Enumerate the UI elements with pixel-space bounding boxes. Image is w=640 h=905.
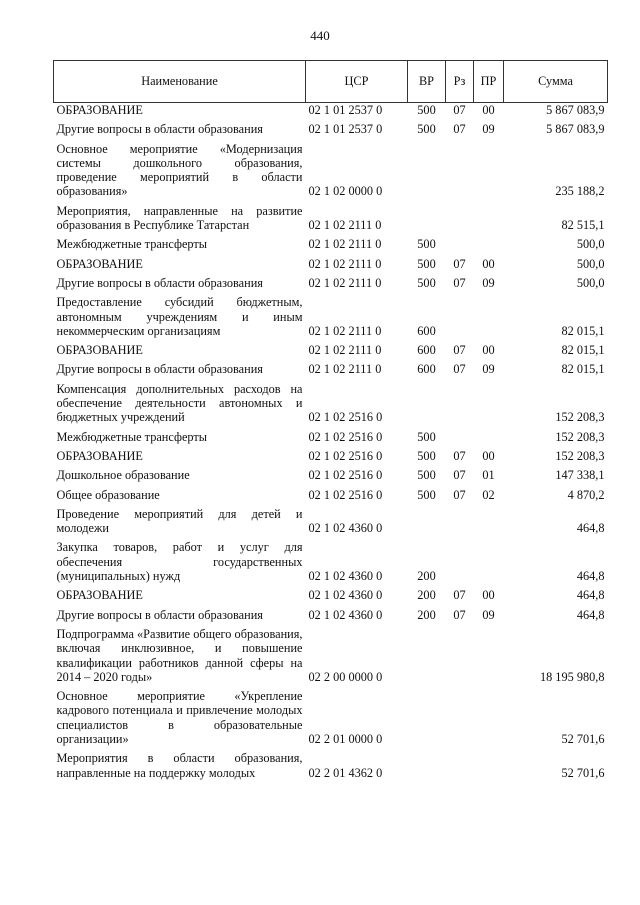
cell-csr: 02 1 02 2111 0	[308, 237, 382, 252]
table-row	[54, 486, 608, 505]
cell-vr: 200	[417, 588, 436, 603]
cell-sum: 5 867 083,9	[546, 122, 605, 137]
cell-name: Предоставление субсидий бюджетным, автономным учреждениям и иным некоммерческим организациям	[56, 295, 303, 338]
cell-rz	[446, 687, 474, 749]
table-row	[54, 255, 608, 274]
table-row	[54, 428, 608, 447]
cell-name: Мероприятия, направленные на развитие образования в Республике Татарстан	[56, 203, 303, 233]
cell-pr	[474, 235, 504, 254]
cell-pr: 00	[482, 588, 495, 603]
cell-sum: 82 515,1	[561, 218, 605, 233]
cell-rz: 07	[453, 588, 466, 603]
cell-name: Подпрограмма «Развитие общего образования, включая инклюзивное, и повышение квалификации работников данной сферы на 2014 – 2020 годы»	[56, 626, 303, 684]
cell-sum: 152 208,3	[555, 410, 605, 425]
cell-csr: 02 1 02 2111 0	[308, 362, 382, 377]
cell-rz	[446, 140, 474, 202]
cell-rz: 07	[453, 122, 466, 137]
table-row	[54, 586, 608, 605]
cell-vr	[408, 140, 446, 202]
cell-vr	[408, 380, 446, 428]
cell-sum: 464,8	[576, 588, 605, 603]
table-row	[54, 360, 608, 379]
table-row	[54, 687, 608, 749]
table-row	[54, 466, 608, 485]
cell-csr: 02 1 02 4360 0	[308, 588, 383, 603]
cell-sum: 18 195 980,8	[539, 669, 605, 684]
cell-vr: 600	[417, 362, 436, 377]
cell-name: Межбюджетные трансферты	[56, 237, 208, 252]
cell-vr: 500	[417, 237, 436, 252]
cell-name: Другие вопросы в области образования	[56, 607, 263, 622]
cell-name: ОБРАЗОВАНИЕ	[56, 588, 143, 603]
cell-vr	[408, 202, 446, 236]
table-row	[54, 202, 608, 236]
header-vr: ВР	[408, 61, 446, 103]
cell-rz: 07	[453, 468, 466, 483]
cell-csr: 02 1 02 2111 0	[308, 256, 382, 271]
table-row	[54, 380, 608, 428]
cell-name: Проведение мероприятий для детей и молодежи	[56, 506, 303, 536]
table-row	[54, 341, 608, 360]
table-row	[54, 447, 608, 466]
table-row	[54, 235, 608, 254]
cell-pr: 00	[482, 343, 495, 358]
table-row	[54, 606, 608, 625]
cell-sum: 464,8	[576, 569, 605, 584]
cell-csr: 02 1 02 2111 0	[308, 275, 382, 290]
cell-vr: 600	[417, 323, 436, 338]
cell-sum: 82 015,1	[561, 323, 605, 338]
cell-csr: 02 1 02 4360 0	[308, 521, 383, 536]
cell-csr: 02 1 02 2516 0	[308, 410, 383, 425]
cell-pr: 01	[482, 468, 495, 483]
cell-pr	[474, 202, 504, 236]
table-row	[54, 538, 608, 586]
cell-rz	[446, 235, 474, 254]
cell-vr: 500	[417, 487, 436, 502]
cell-csr: 02 1 01 2537 0	[308, 103, 383, 117]
header-rz: Рз	[446, 61, 474, 103]
cell-vr	[408, 749, 446, 783]
table-row	[54, 625, 608, 687]
header-name: Наименование	[54, 61, 306, 103]
cell-name: Мероприятия в области образования, направленные на поддержку молодых	[56, 751, 303, 780]
cell-name: Другие вопросы в области образования	[56, 362, 263, 377]
cell-name: Основное мероприятие «Модернизация системы дошкольного образования, проведение мероприятий в области образования»	[56, 141, 303, 199]
cell-name: ОБРАЗОВАНИЕ	[56, 256, 143, 271]
cell-sum: 500,0	[576, 237, 605, 252]
cell-sum: 4 870,2	[567, 487, 605, 502]
cell-pr	[474, 687, 504, 749]
cell-csr: 02 1 02 2516 0	[308, 448, 383, 463]
cell-vr: 600	[417, 343, 436, 358]
cell-vr: 500	[417, 275, 436, 290]
cell-rz: 07	[453, 607, 466, 622]
table-row	[54, 120, 608, 139]
cell-sum: 235 188,2	[555, 184, 605, 199]
cell-name: ОБРАЗОВАНИЕ	[56, 103, 143, 117]
cell-csr: 02 1 02 2111 0	[308, 323, 382, 338]
cell-rz: 07	[453, 103, 466, 117]
cell-csr: 02 1 02 4360 0	[308, 569, 383, 584]
cell-sum: 82 015,1	[561, 362, 605, 377]
cell-sum: 52 701,6	[561, 765, 605, 780]
cell-name: Компенсация дополнительных расходов на обеспечение деятельности автономных и бюджетных учреждений	[56, 381, 303, 425]
cell-name: ОБРАЗОВАНИЕ	[56, 448, 143, 463]
table-row	[54, 103, 608, 121]
cell-sum: 152 208,3	[555, 429, 605, 444]
cell-vr: 200	[417, 569, 436, 584]
cell-rz	[446, 625, 474, 687]
cell-rz	[446, 380, 474, 428]
cell-vr	[408, 625, 446, 687]
table-header-row	[54, 61, 608, 103]
budget-table	[53, 60, 608, 783]
cell-name: Основное мероприятие «Укрепление кадрового потенциала и привлечение молодых специалистов в образовательные организации»	[56, 689, 303, 746]
cell-csr: 02 1 02 4360 0	[308, 607, 383, 622]
header-csr: ЦСР	[306, 61, 408, 103]
cell-sum: 82 015,1	[561, 343, 605, 358]
cell-sum: 500,0	[576, 275, 605, 290]
cell-sum: 5 867 083,9	[546, 103, 605, 117]
cell-vr: 500	[417, 103, 436, 117]
cell-csr: 02 2 00 0000 0	[308, 669, 383, 684]
cell-rz	[446, 538, 474, 586]
cell-rz	[446, 749, 474, 783]
cell-vr: 500	[417, 448, 436, 463]
table-row	[54, 140, 608, 202]
cell-pr	[474, 293, 504, 341]
cell-rz	[446, 505, 474, 539]
cell-vr: 200	[417, 607, 436, 622]
cell-csr: 02 1 02 2516 0	[308, 468, 383, 483]
cell-pr: 00	[482, 103, 495, 117]
table-row	[54, 749, 608, 783]
cell-rz	[446, 202, 474, 236]
table-row	[54, 505, 608, 539]
cell-pr	[474, 625, 504, 687]
cell-name: Дошкольное образование	[56, 468, 190, 483]
table-row	[54, 293, 608, 341]
cell-pr: 09	[482, 122, 495, 137]
cell-pr	[474, 380, 504, 428]
cell-csr: 02 1 02 0000 0	[308, 184, 383, 199]
cell-rz	[446, 293, 474, 341]
cell-rz: 07	[453, 448, 466, 463]
cell-sum: 464,8	[576, 607, 605, 622]
cell-sum: 500,0	[576, 256, 605, 271]
header-sum: Сумма	[504, 61, 608, 103]
cell-rz: 07	[453, 256, 466, 271]
cell-csr: 02 1 02 2111 0	[308, 218, 382, 233]
cell-name: Закупка товаров, работ и услуг для обеспечения государственных (муниципальных) нужд	[56, 540, 303, 584]
cell-sum: 147 338,1	[555, 468, 605, 483]
cell-pr	[474, 505, 504, 539]
cell-name: ОБРАЗОВАНИЕ	[56, 343, 143, 358]
cell-pr: 09	[482, 607, 495, 622]
cell-rz: 07	[453, 343, 466, 358]
cell-name: Другие вопросы в области образования	[56, 275, 263, 290]
cell-name: Другие вопросы в области образования	[56, 122, 263, 137]
cell-rz	[446, 428, 474, 447]
cell-sum: 52 701,6	[561, 731, 605, 746]
cell-rz: 07	[453, 487, 466, 502]
cell-pr: 09	[482, 362, 495, 377]
cell-csr: 02 1 01 2537 0	[308, 122, 383, 137]
cell-rz: 07	[453, 275, 466, 290]
cell-sum: 152 208,3	[555, 448, 605, 463]
cell-csr: 02 2 01 0000 0	[308, 731, 383, 746]
cell-pr	[474, 140, 504, 202]
table-row	[54, 274, 608, 293]
cell-sum: 464,8	[576, 521, 605, 536]
cell-csr: 02 1 02 2111 0	[308, 343, 382, 358]
cell-vr: 500	[417, 429, 436, 444]
cell-vr	[408, 687, 446, 749]
cell-name: Общее образование	[56, 487, 160, 502]
cell-pr	[474, 749, 504, 783]
cell-pr: 02	[482, 487, 495, 502]
cell-vr: 500	[417, 256, 436, 271]
cell-pr	[474, 538, 504, 586]
cell-vr: 500	[417, 122, 436, 137]
cell-pr: 00	[482, 256, 495, 271]
cell-pr: 00	[482, 448, 495, 463]
cell-name: Межбюджетные трансферты	[56, 429, 208, 444]
header-pr: ПР	[474, 61, 504, 103]
cell-rz: 07	[453, 362, 466, 377]
cell-vr: 500	[417, 468, 436, 483]
table-body	[54, 103, 608, 783]
cell-csr: 02 1 02 2516 0	[308, 487, 383, 502]
cell-pr: 09	[482, 275, 495, 290]
cell-csr: 02 1 02 2516 0	[308, 429, 383, 444]
cell-csr: 02 2 01 4362 0	[308, 765, 383, 780]
page-number: 440	[310, 28, 330, 43]
cell-pr	[474, 428, 504, 447]
cell-vr	[408, 505, 446, 539]
